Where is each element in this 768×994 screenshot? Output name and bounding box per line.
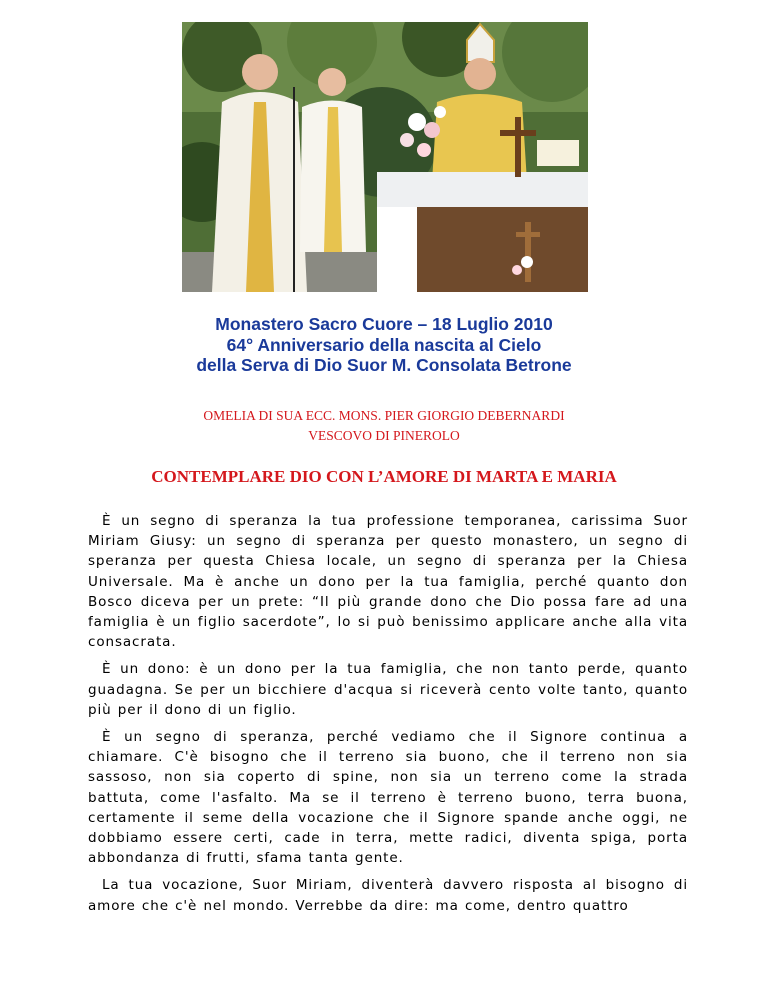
heading-line-1: Monastero Sacro Cuore – 18 Luglio 2010 — [215, 314, 553, 334]
ceremony-photo-illustration — [182, 22, 588, 292]
homily-title: CONTEMPLARE DIO CON L’AMORE DI MARTA E MARIA — [151, 467, 617, 486]
paragraph-3: È un segno di speranza, perché vediamo che il Signore continua a chiamare. C'è bisogno che il terreno sia buono, che il terreno non sia sassoso, non sia coperto di spine, non sia un terreno come la strada battuta, come l'asfalto. Ma se il terreno è terreno buono, terra buona, certamente il seme della vocazione che il Signore spande anche oggi, ne dobbiamo essere certi, cade in terra, mette radici, diventa spiga, porta abbondanza di frutti, sfama tanta gente. — [88, 729, 688, 867]
page-heading — [0, 314, 768, 376]
heading-line-2: 64° Anniversario della nascita al Cielo — [226, 334, 542, 355]
homily-byline — [0, 406, 768, 446]
byline-author: OMELIA DI SUA ECC. MONS. PIER GIORGIO DEBERNARDI — [203, 408, 565, 423]
paragraph-2: È un dono: è un dono per la tua famiglia, che non tanto perde, quanto guadagna. Se per un bicchiere d'acqua si riceverà cento volte tanto, quanto più per il dono di un figlio. — [88, 661, 688, 718]
paragraph-4: La tua vocazione, Suor Miriam, diventerà davvero risposta al bisogno di amore che c'è nel mondo. Verrebbe da dire: ma come, dentro quattro — [88, 877, 688, 914]
byline-role: VESCOVO DI PINEROLO — [308, 428, 460, 443]
heading-line-3: della Serva di Dio Suor M. Consolata Betrone — [196, 355, 572, 375]
ceremony-photo — [182, 22, 588, 292]
paragraph-1: È un segno di speranza la tua professione temporanea, carissima Suor Miriam Giusy: un segno di speranza per questo monastero, un segno di speranza per questa Chiesa locale, un segno di speranza per la Chiesa Universale. Ma è anche un dono per la tua famiglia, perché quanto don Bosco diceva per un prete: “Il più grande dono che Dio possa fare ad una famiglia è un figlio sacerdote”, lo si può benissimo applicare anche alla vita consacrata. — [88, 513, 688, 651]
homily-body — [88, 511, 688, 923]
